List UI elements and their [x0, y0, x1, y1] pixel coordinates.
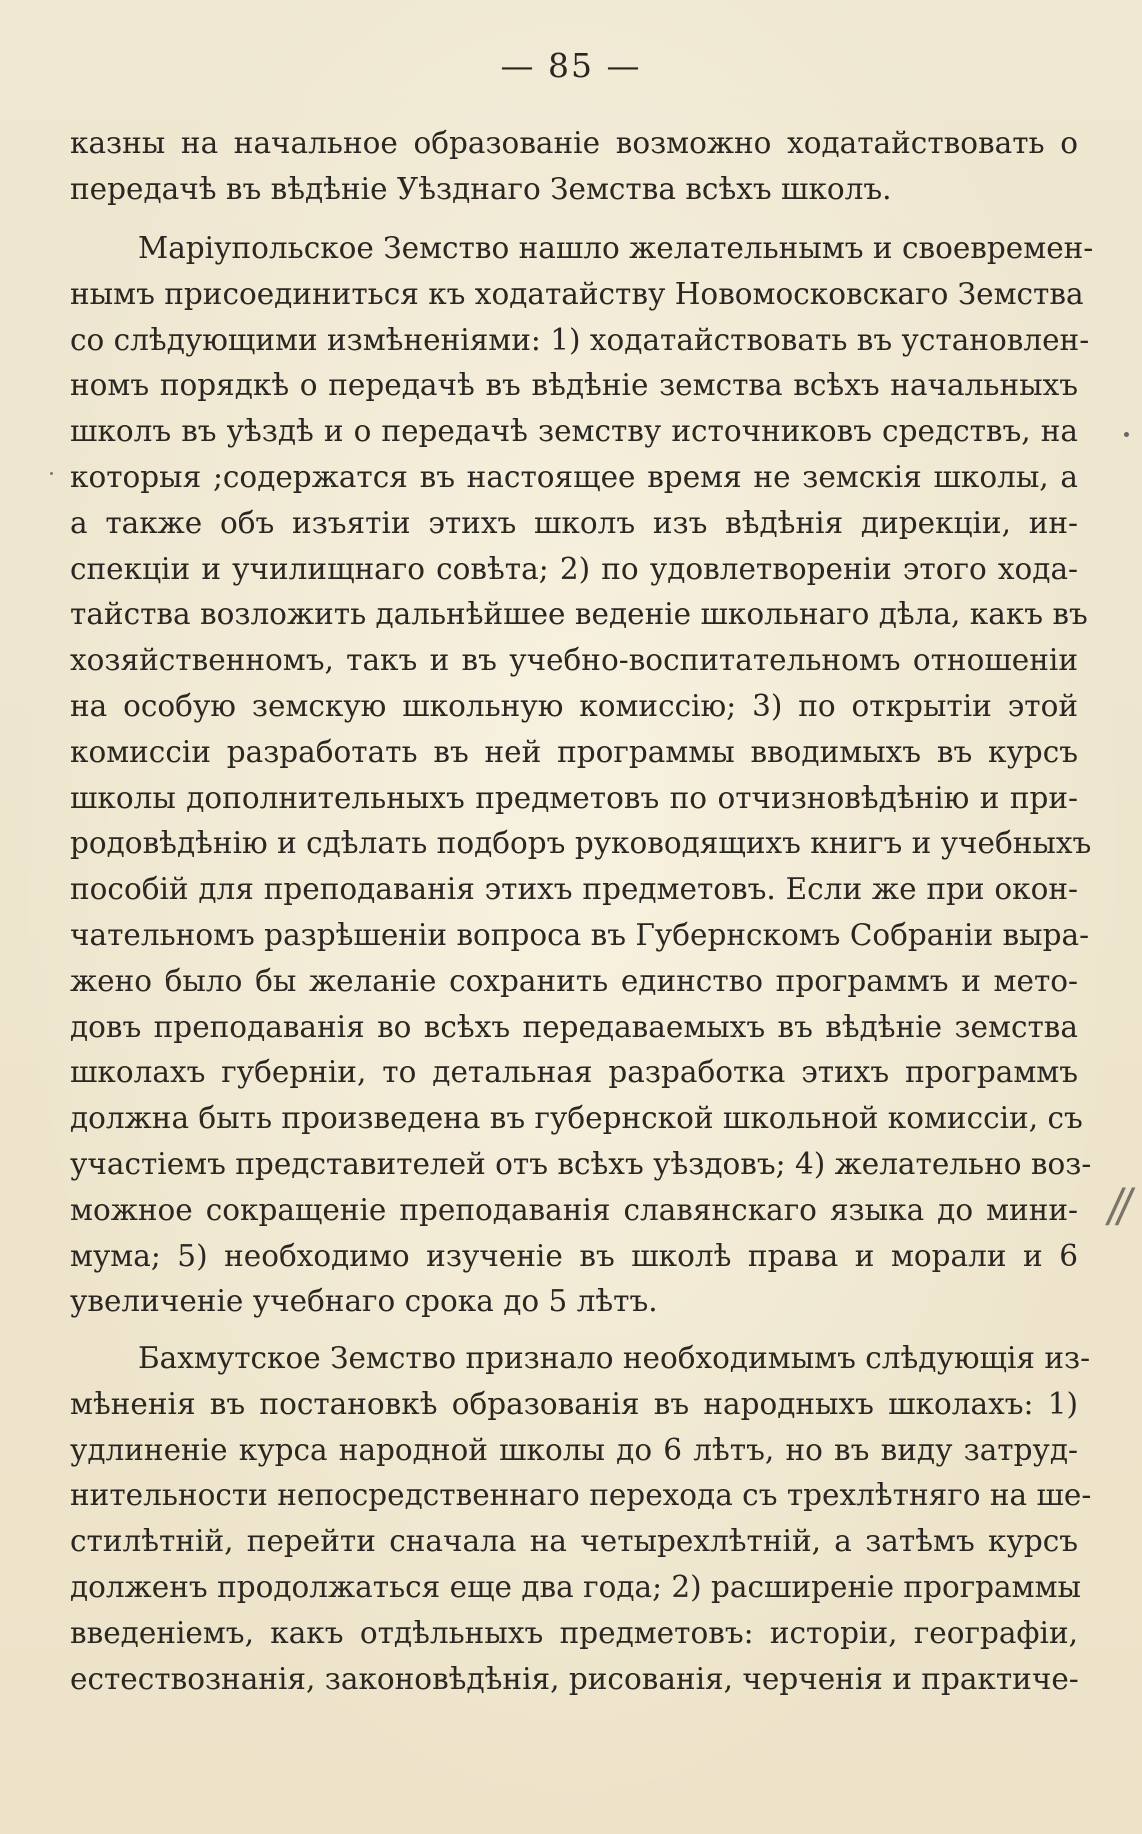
- paragraph-line: школы дополнительныхъ предметовъ по отчизновѣдѣнію и при-: [70, 780, 1078, 815]
- paragraph-line: со слѣдующими измѣненіями: 1) ходатайствовать въ установлен-: [70, 322, 1090, 357]
- paragraph-line: мума; 5) необходимо изученіе въ школѣ права и морали и 6: [70, 1238, 1078, 1273]
- paragraph-line: номъ порядкѣ о передачѣ въ вѣдѣніе земства всѣхъ начальныхъ: [70, 368, 1078, 403]
- paragraph-line: школахъ губерніи, то детальная разработка этихъ программъ: [70, 1055, 1078, 1090]
- margin-dot-mark: [50, 472, 53, 475]
- paragraph-line: мѣненія въ постановкѣ образованія въ народныхъ школахъ: 1): [70, 1386, 1078, 1421]
- paragraph-line: стилѣтній, перейти сначала на четырехлѣтній, а затѣмъ курсъ: [70, 1524, 1078, 1559]
- paragraph-3: [70, 1336, 1092, 1702]
- page-number: — 85 —: [500, 46, 642, 85]
- paragraph-line: передачѣ въ вѣдѣніе Уѣзднаго Земства всѣхъ школъ.: [70, 171, 892, 206]
- paragraph-line: введеніемъ, какъ отдѣльныхъ предметовъ: исторіи, географіи,: [70, 1615, 1078, 1650]
- paragraph-line: должна быть произведена въ губернской школьной комиссіи, съ: [70, 1101, 1083, 1136]
- paragraph-line: увеличеніе учебнаго срока до 5 лѣтъ.: [70, 1284, 658, 1319]
- margin-dot-mark: [1124, 432, 1129, 437]
- paragraph-line: которыя ;содержатся въ настоящее время не земскія школы, а: [70, 459, 1078, 494]
- paragraph-line: комиссіи разработать въ ней программы вводимыхъ въ курсъ: [70, 734, 1078, 769]
- paragraph-line: нительности непосредственнаго перехода съ трехлѣтняго на ше-: [70, 1478, 1092, 1513]
- paragraph-line: чательномъ разрѣшеніи вопроса въ Губернскомъ Собраніи выра-: [70, 917, 1090, 952]
- paragraph-line: родовѣдѣнію и сдѣлать подборъ руководящихъ книгъ и учебныхъ: [70, 826, 1092, 861]
- paragraph-line: Бахмутское Земство признало необходимымъ слѣдующія из-: [138, 1341, 1091, 1375]
- paragraph-line: Маріупольское Земство нашло желательнымъ и своевремен-: [138, 231, 1094, 265]
- paragraph-line: довъ преподаванія во всѣхъ передаваемыхъ въ вѣдѣніе земства: [70, 1009, 1078, 1044]
- paragraph-line: естествознанія, законовѣдѣнія, рисованія, черченія и практиче-: [70, 1661, 1079, 1696]
- paragraph-line: долженъ продолжаться еще два года; 2) расширеніе программы: [70, 1569, 1082, 1604]
- paragraph-line: а также объ изъятіи этихъ школъ изъ вѣдѣнія дирекціи, ин-: [70, 505, 1078, 540]
- paragraph-line: хозяйственномъ, такъ и въ учебно-воспитательномъ отношеніи: [70, 643, 1078, 678]
- paragraph-line: казны на начальное образованіе возможно ходатайствовать о: [70, 126, 1078, 160]
- paragraph-line: на особую земскую школьную комиссію; 3) по открытіи этой: [70, 688, 1078, 723]
- paragraph-line: удлиненіе курса народной школы до 6 лѣтъ, но въ виду затруд-: [70, 1432, 1078, 1467]
- paragraph-line: нымъ присоединиться къ ходатайству Новомосковскаго Земства: [70, 276, 1084, 311]
- paragraph-line: спекціи и училищнаго совѣта; 2) по удовлетвореніи этого хода-: [70, 551, 1078, 586]
- paragraph-line: участіемъ представителей отъ всѣхъ уѣздовъ; 4) желательно воз-: [70, 1146, 1092, 1181]
- paragraph-line: можное сокращеніе преподаванія славянскаго языка до мини-: [70, 1192, 1078, 1227]
- paragraph-2: [70, 226, 1094, 1325]
- paragraph-line: школъ въ уѣздѣ и о передачѣ земству источниковъ средствъ, на: [70, 414, 1078, 449]
- paragraph-1: [70, 121, 1078, 213]
- paragraph-line: тайства возложить дальнѣйшее веденіе школьнаго дѣла, какъ въ: [70, 597, 1088, 632]
- paragraph-line: пособій для преподаванія этихъ предметовъ. Если же при окон-: [70, 872, 1078, 907]
- paragraph-line: жено было бы желаніе сохранить единство программъ и мето-: [70, 963, 1078, 998]
- margin-pencil-mark: //: [1104, 1178, 1131, 1232]
